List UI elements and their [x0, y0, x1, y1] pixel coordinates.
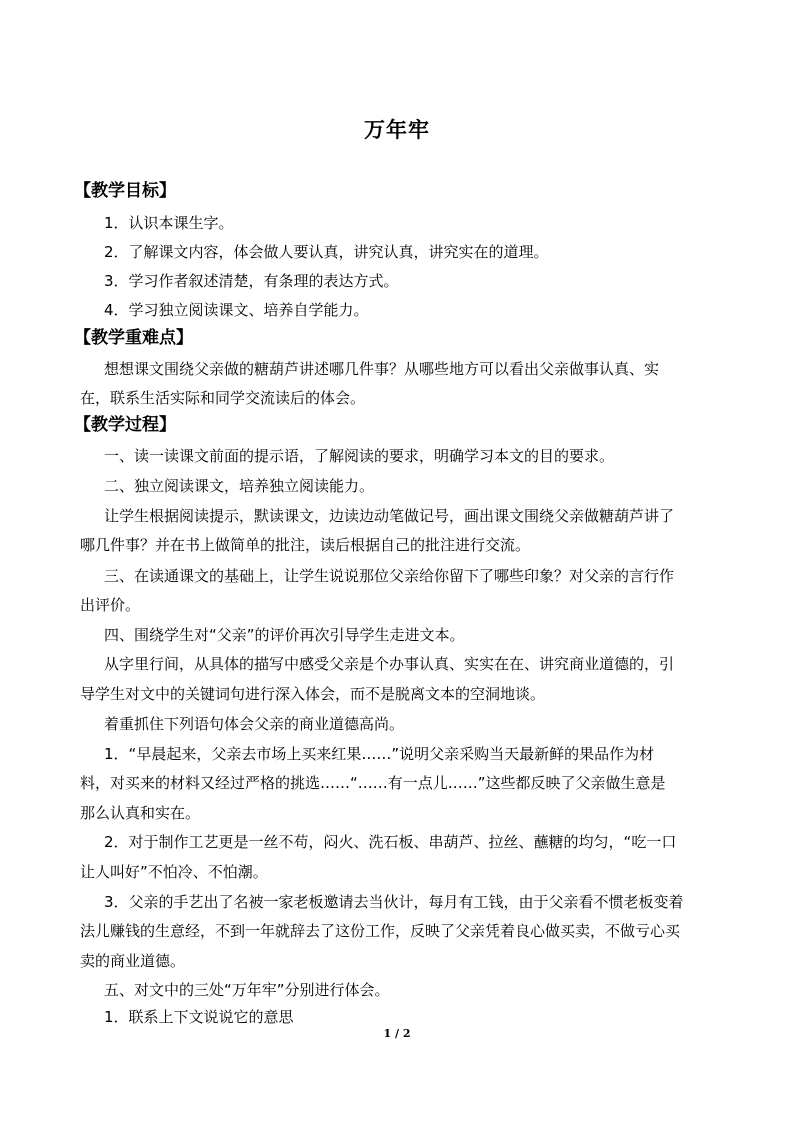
- process-line: 二、独立阅读课文，培养独立阅读能力。: [104, 477, 375, 495]
- document-title: 万年牢: [364, 117, 430, 142]
- section-heading-key-points: 【教学重难点】: [74, 328, 193, 348]
- process-line: 导学生对文中的关键词句进行深入体会，而不是脱离文本的空洞地谈。: [80, 685, 546, 703]
- process-line: 卖的商业道德。: [80, 952, 186, 970]
- process-line: 2．对于制作工艺更是一丝不苟，闷火、洗石板、串葫芦、拉丝、蘸糖的均匀，“吃一口: [104, 833, 677, 851]
- section-heading-goals: 【教学目标】: [74, 181, 176, 201]
- goal-item: 2．了解课文内容，体会做人要认真，讲究认真，讲究实在的道理。: [104, 243, 549, 261]
- process-line: 从字里行间，从具体的描写中感受父亲是个办事认真、实实在在、讲究商业道德的，引: [104, 655, 675, 673]
- goal-item: 4．学习独立阅读课文、培养自学能力。: [104, 301, 369, 319]
- page-number: 1 / 2: [383, 1027, 411, 1040]
- process-line: 五、对文中的三处“万年牢”分别进行体会。: [104, 981, 390, 999]
- section-heading-process: 【教学过程】: [74, 415, 176, 435]
- process-line: 料，对买来的材料又经过严格的挑选……“……有一点儿……”这些都反映了父亲做生意是: [80, 774, 666, 792]
- goal-item: 1．认识本课生字。: [104, 214, 234, 232]
- process-line: 出评价。: [80, 596, 141, 614]
- process-line: 那么认真和实在。: [80, 804, 201, 822]
- process-line: 三、在读通课文的基础上，让学生说说那位父亲给你留下了哪些印象？对父亲的言行作: [104, 567, 675, 585]
- process-line: 四、围绕学生对“父亲”的评价再次引导学生走进文本。: [104, 626, 465, 644]
- process-line: 让学生根据阅读提示，默读课文，边读边动笔做记号，画出课文围绕父亲做糖葫芦讲了: [104, 507, 675, 525]
- process-line: 1．联系上下文说说它的意思: [104, 1008, 294, 1026]
- process-line: 法儿赚钱的生意经，不到一年就辞去了这份工作，反映了父亲凭着良心做买卖，不做亏心买: [80, 922, 681, 940]
- process-line: 让人叫好”不怕冷、不怕潮。: [80, 863, 268, 881]
- process-line: 3．父亲的手艺出了名被一家老板邀请去当伙计，每月有工钱，由于父亲看不惯老板变着: [104, 893, 684, 911]
- process-line: 一、读一读课文前面的提示语，了解阅读的要求，明确学习本文的目的要求。: [104, 447, 615, 465]
- process-line: 着重抓住下列语句体会父亲的商业道德高尚。: [104, 715, 405, 733]
- process-line: 哪几件事？并在书上做简单的批注，读后根据自己的批注进行交流。: [80, 536, 531, 554]
- key-points-text: 想想课文围绕父亲做的糖葫芦讲述哪几件事？从哪些地方可以看出父亲做事认真、实: [104, 360, 660, 378]
- process-line: 1．“早晨起来，父亲去市场上买来红果……”说明父亲采购当天最新鲜的果品作为材: [104, 745, 655, 763]
- key-points-text: 在，联系生活实际和同学交流读后的体会。: [80, 389, 366, 407]
- goal-item: 3．学习作者叙述清楚，有条理的表达方式。: [104, 272, 399, 290]
